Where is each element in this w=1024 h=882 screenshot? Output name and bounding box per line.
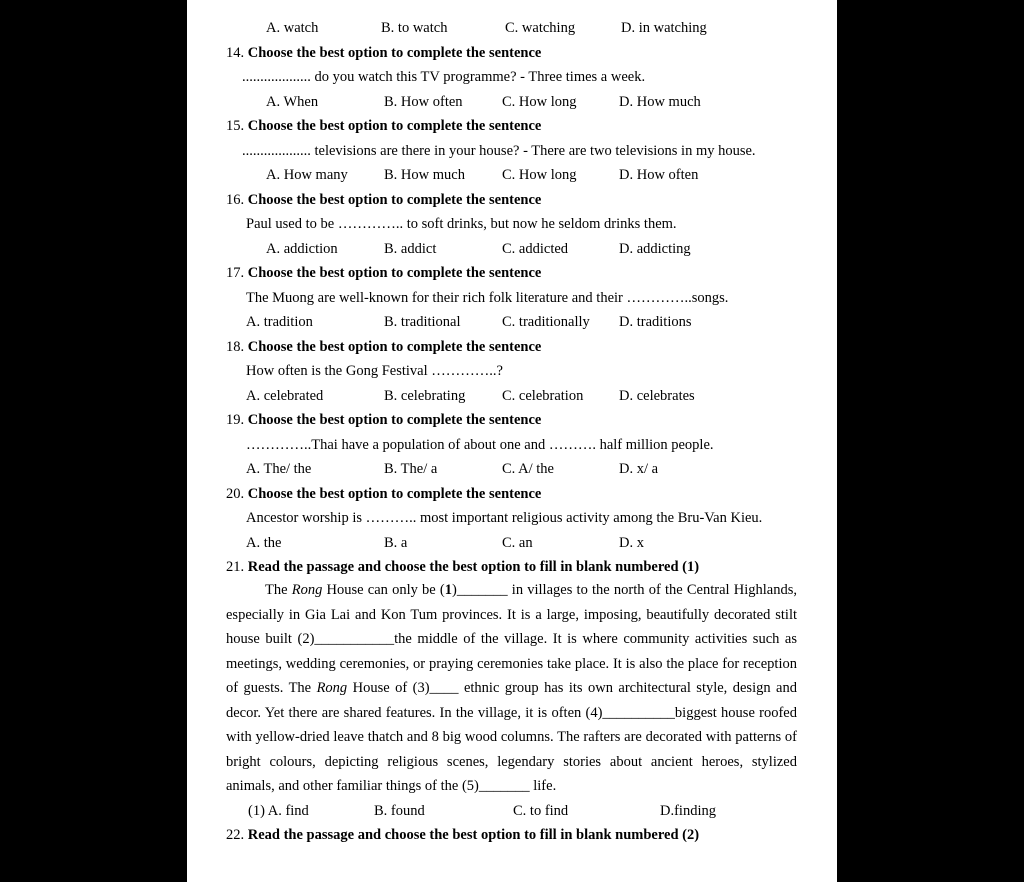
option-d: D. in watching	[621, 20, 707, 36]
option-c: C. addicted	[502, 241, 569, 257]
question-heading	[226, 264, 837, 282]
question-stem: Choose the best option to complete the sentence	[247, 339, 542, 355]
question-sentence: Ancestor worship is ……….. most important religious activity among the Bru-Van Kieu.	[246, 510, 763, 526]
question-stem: Choose the best option to complete the sentence	[247, 192, 542, 208]
option-b: B. The/ a	[384, 461, 438, 477]
option-b: B. a	[384, 535, 408, 551]
question-options	[187, 240, 837, 258]
option-b: B. How often	[384, 94, 463, 110]
option-a: A. the	[246, 535, 282, 551]
question-heading	[226, 338, 837, 356]
option-d: D. How often	[619, 167, 699, 183]
blank-number: 1	[444, 582, 453, 598]
question-options	[187, 313, 837, 331]
option-d: D. x	[619, 535, 644, 551]
question-heading	[226, 191, 837, 209]
option-d: D. addicting	[619, 241, 691, 257]
passage-italic-term: Rong	[291, 582, 323, 598]
question-options	[187, 387, 837, 405]
question-sentence-row	[187, 142, 837, 160]
question-sentence-row	[187, 68, 837, 86]
question-sentence: …………..Thai have a population of about one and ………. half million people.	[246, 437, 714, 453]
question-sentence: The Muong are well-known for their rich folk literature and their …………..songs.	[246, 290, 729, 306]
question-sentence-row	[187, 215, 837, 233]
question-stem: Choose the best option to complete the sentence	[247, 486, 542, 502]
option-d: D. celebrates	[619, 388, 695, 404]
option-b: B. found	[374, 803, 425, 819]
question-heading	[226, 44, 837, 62]
question-heading	[226, 117, 837, 135]
question-number: 18.	[226, 339, 245, 355]
reading-passage	[226, 578, 797, 799]
option-d: D. How much	[619, 94, 701, 110]
passage-text: House can only be (	[322, 582, 445, 598]
question-options	[187, 460, 837, 478]
option-c: C. traditionally	[502, 314, 590, 330]
option-a: A. When	[266, 94, 319, 110]
option-a: A. addiction	[266, 241, 338, 257]
question-sentence: ................... televisions are there in your house? - There are two televisions in my house.	[242, 143, 756, 159]
question-number: 21.	[226, 559, 245, 575]
option-c: C. celebration	[502, 388, 584, 404]
question-stem: Read the passage and choose the best option to fill in blank numbered (1)	[247, 559, 700, 575]
question-sentence-row	[187, 509, 837, 527]
option-c: C. How long	[502, 167, 577, 183]
question-number: 14.	[226, 45, 245, 61]
question-options	[187, 534, 837, 552]
option-c: C. to find	[513, 803, 569, 819]
option-b: B. How much	[384, 167, 465, 183]
question-stem: Choose the best option to complete the sentence	[247, 118, 542, 134]
option-b: B. addict	[384, 241, 437, 257]
question-options	[187, 802, 837, 820]
question-heading	[226, 411, 837, 429]
passage-paragraph	[226, 578, 797, 799]
question-sentence-row	[187, 289, 837, 307]
passage-italic-term: Rong	[316, 680, 348, 696]
option-b: B. celebrating	[384, 388, 466, 404]
question-sentence-row	[187, 436, 837, 454]
option-d: D.finding	[660, 803, 716, 819]
question-heading	[226, 485, 837, 503]
question-sentence: ................... do you watch this TV programme? - Three times a week.	[242, 69, 646, 85]
option-b: B. to watch	[381, 20, 448, 36]
option-c: C. watching	[505, 20, 576, 36]
option-d: D. x/ a	[619, 461, 659, 477]
question-sentence: Paul used to be ………….. to soft drinks, but now he seldom drinks them.	[246, 216, 677, 232]
question-number: 15.	[226, 118, 245, 134]
passage-text: )_______ in villages to the north of the Central Highlands, especially in Gia Lai and Kon Tum provinces. It is a large, imposing, beautifully decorated stilt house built (2)___________the middle of the village. It is where community activities such as meetings, wedding ceremonies, or praying ceremonies take place. It is also the place for reception of guests. The	[226, 582, 797, 696]
passage-text: House of (3)____ ethnic group has its own architectural style, design and decor. Yet there are shared features. In the village, it is often (4)__________biggest house roofed with yellow-dried leave thatch and 8 big wood columns. The rafters are decorated with patterns of bright colours, depicting religious scenes, legendary stories about ancient heroes, stylized animals, and other familiar things of the (5)_______ life.	[226, 680, 797, 794]
option-a: A. How many	[266, 167, 348, 183]
question-sentence: How often is the Gong Festival …………..?	[246, 363, 503, 379]
option-a: (1) A. find	[248, 803, 309, 819]
question-options	[187, 166, 837, 184]
option-d: D. traditions	[619, 314, 692, 330]
question-number: 17.	[226, 265, 245, 281]
question-options	[187, 93, 837, 111]
question-number: 19.	[226, 412, 245, 428]
option-c: C. How long	[502, 94, 577, 110]
option-c: C. A/ the	[502, 461, 554, 477]
option-c: C. an	[502, 535, 533, 551]
question-stem: Choose the best option to complete the sentence	[247, 45, 542, 61]
question-stem: Choose the best option to complete the sentence	[247, 412, 542, 428]
q13-options	[187, 19, 837, 37]
passage-text: The	[265, 582, 292, 598]
option-a: A. watch	[266, 20, 319, 36]
question-number: 20.	[226, 486, 245, 502]
question-stem: Choose the best option to complete the sentence	[247, 265, 542, 281]
question-sentence-row	[187, 362, 837, 380]
option-a: A. celebrated	[246, 388, 324, 404]
question-number: 22.	[226, 827, 245, 843]
option-b: B. traditional	[384, 314, 461, 330]
question-stem: Read the passage and choose the best option to fill in blank numbered (2)	[247, 827, 700, 843]
option-a: A. tradition	[246, 314, 313, 330]
option-a: A. The/ the	[246, 461, 312, 477]
question-number: 16.	[226, 192, 245, 208]
question-heading	[226, 558, 837, 576]
question-heading	[226, 826, 837, 844]
worksheet-page	[187, 0, 837, 882]
